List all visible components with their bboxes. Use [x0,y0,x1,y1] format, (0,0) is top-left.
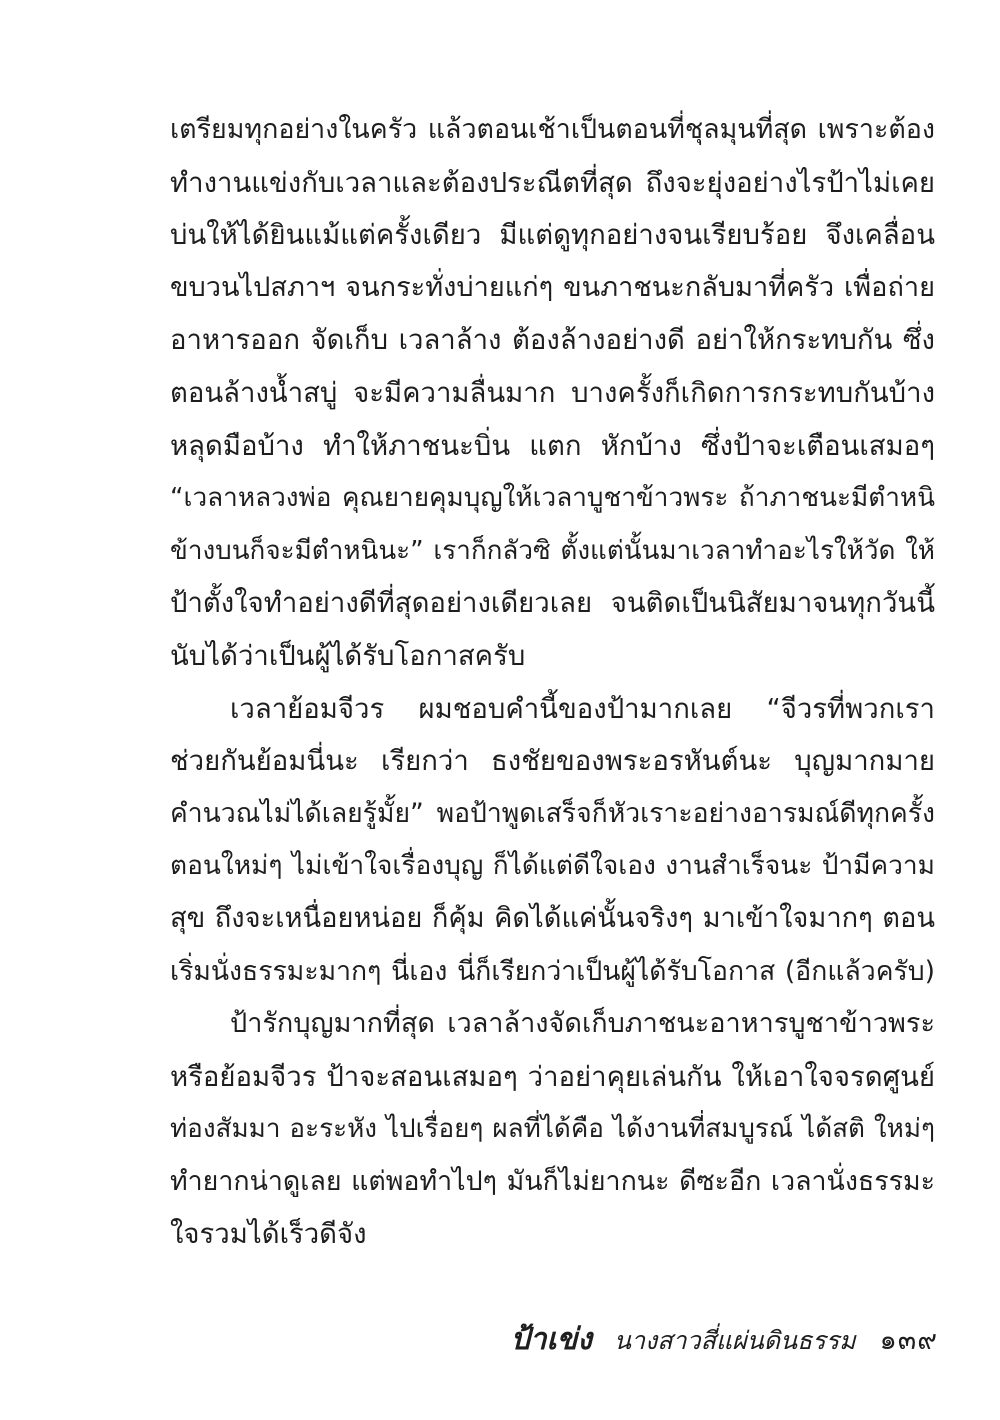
text-line: นับได้ว่าเป็นผู้ได้รับโอกาสครับ [170,639,526,672]
text-line: ขบวนไปสภาฯ จนกระทั่งบ่ายแก่ๆ ขนภาชนะกลับมาที่ครัว เพื่อถ่าย [170,271,935,303]
text-line: ตอนใหม่ๆ ไม่เข้าใจเรื่องบุญ ก็ได้แต่ดีใจเอง งานสำเร็จนะ ป้ามีความ [170,851,935,882]
paragraph [170,683,935,999]
text-line: ข้างบนก็จะมีตำหนินะ” เราก็กลัวซิ ตั้งแต่นั้นมาเวลาทำอะไรให้วัด ให้ [170,535,935,566]
text-line: “เวลาหลวงพ่อ คุณยายคุมบุญให้เวลาบูชาข้าวพระ ถ้าภาชนะมีตำหนิ [170,483,935,514]
text-line: ป้าตั้งใจทำอย่างดีที่สุดอย่างเดียวเลย จนติดเป็นนิสัยมาจนทุกวันนี้ [170,587,935,620]
paragraph [170,104,935,683]
text-line: เวลาย้อมจีวร ผมชอบคำนี้ของป้ามากเลย “จีวรที่พวกเรา [230,692,935,725]
paragraph [170,998,935,1261]
page-footer [511,1316,938,1366]
text-line: ท่องสัมมา อะระหัง ไปเรื่อยๆ ผลที่ได้คือ ได้งานที่สมบูรณ์ ได้สติ ใหม่ๆ [170,1114,935,1145]
text-line: ทำยากน่าดูเลย แต่พอทำไปๆ มันก็ไม่ยากนะ ดีซะอีก เวลานั่งธรรมะ [170,1165,935,1197]
text-line: ช่วยกันย้อมนี่นะ เรียกว่า ธงชัยของพระอรหันต์นะ บุญมากมาย [170,745,935,778]
text-line: สุข ถึงจะเหนื่อยหน่อย ก็คุ้ม คิดได้แค่นั้นจริงๆ มาเข้าใจมากๆ ตอน [170,902,935,934]
footer-book-title: นางสาวสี่แผ่นดินธรรม [613,1326,856,1355]
text-line: หลุดมือบ้าง ทำให้ภาชนะบิ่น แตก หักบ้าง ซึ่งป้าจะเตือนเสมอๆ [170,429,935,462]
text-line: ตอนล้างน้ำสบู่ จะมีความลื่นมาก บางครั้งก็เกิดการกระทบกันบ้าง [170,376,935,409]
text-line: บ่นให้ได้ยินแม้แต่ครั้งเดียว มีแต่ดูทุกอย่างจนเรียบร้อย จึงเคลื่อน [170,219,935,252]
text-line: ใจรวมได้เร็วดีจัง [170,1218,367,1251]
text-line: หรือย้อมจีวร ป้าจะสอนเสมอๆ ว่าอย่าคุยเล่นกัน ให้เอาใจจรดศูนย์ [170,1060,935,1093]
text-line: อาหารออก จัดเก็บ เวลาล้าง ต้องล้างอย่างดี อย่าให้กระทบกัน ซึ่ง [170,324,935,357]
body-text [170,104,935,1261]
page-number: ๑๓๙ [879,1325,938,1356]
text-line: ป้ารักบุญมากที่สุด เวลาล้างจัดเก็บภาชนะอาหารบูชาข้าวพระ [230,1008,935,1040]
text-line: ทำงานแข่งกับเวลาและต้องประณีตที่สุด ถึงจะยุ่งอย่างไรป้าไม่เคย [170,166,935,199]
text-line: เตรียมทุกอย่างในครัว แล้วตอนเช้าเป็นตอนที่ชุลมุนที่สุด เพราะต้อง [170,114,935,145]
text-line: คำนวณไม่ได้เลยรู้มั้ย” พอป้าพูดเสร็จก็หัวเราะอย่างอารมณ์ดีทุกครั้ง [170,797,935,829]
footer-name: ป้าเข่ง [510,1322,592,1357]
text-line: เริ่มนั่งธรรมะมากๆ นี่เอง นี่ก็เรียกว่าเป็นผู้ได้รับโอกาส (อีกแล้วครับ) [170,955,935,987]
